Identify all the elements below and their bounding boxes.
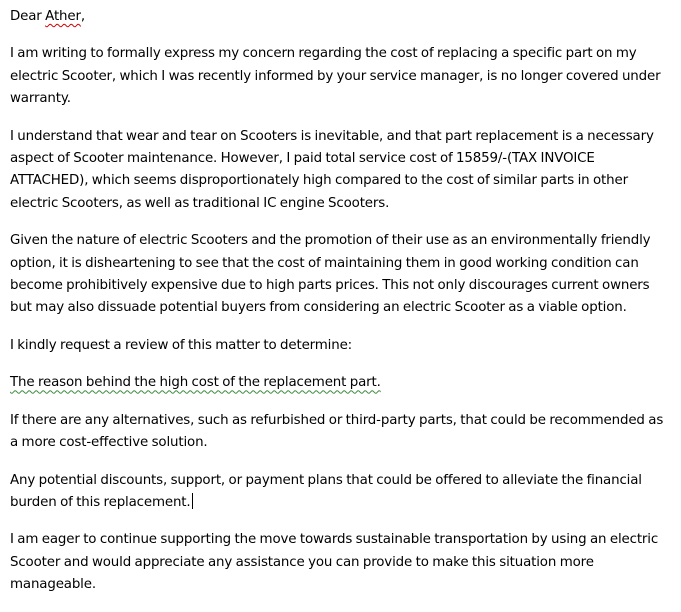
discounts-text: Any potential discounts, support, or payment plans that could be offered to alleviate the financial burden of this replacement. xyxy=(10,472,642,510)
greeting-prefix: Dear xyxy=(10,9,46,24)
greeting-suffix: , xyxy=(80,9,85,24)
paragraph-reason xyxy=(10,372,674,394)
paragraph-intro: I am writing to formally express my concern regarding the cost of replacing a specific part on my electric Scooter, which I was recently informed by your service manager, is no longer covered under warranty. xyxy=(10,46,661,107)
salutation xyxy=(10,6,674,28)
document-body[interactable] xyxy=(10,6,674,612)
paragraph-environment: Given the nature of electric Scooters and the promotion of their use as an environmentally friendly option, it is disheartening to see that the cost of maintaining them in good working condition can become prohibitively expensive due to high parts prices. This not only discourages current owners but may also dissuade potential buyers from considering an electric Scooter as a viable option. xyxy=(10,233,651,316)
paragraph-closing: I am eager to continue supporting the move towards sustainable transportation by using an electric Scooter and would appreciate any assistance you can provide to make this situation more manageable. xyxy=(10,532,659,593)
reason-text: The reason behind the high cost of the replacement part. xyxy=(10,375,381,391)
paragraph-discounts xyxy=(10,470,674,515)
paragraph-alternatives: If there are any alternatives, such as refurbished or third-party parts, that could be recommended as a more cost-effective solution. xyxy=(10,412,664,451)
greeting-name: Ather xyxy=(45,9,81,24)
text-cursor xyxy=(192,493,193,509)
paragraph-request: I kindly request a review of this matter to determine: xyxy=(10,337,353,353)
paragraph-cost-concern: I understand that wear and tear on Scooters is inevitable, and that part replacement is a necessary aspect of Scooter maintenance. However, I paid total service cost of 15859/-(TAX INVOICE ATTACHED), which seems disproportionately high compared to the cost of similar parts in other electric Scooters, as well as traditional IC engine Scooters. xyxy=(10,128,654,211)
